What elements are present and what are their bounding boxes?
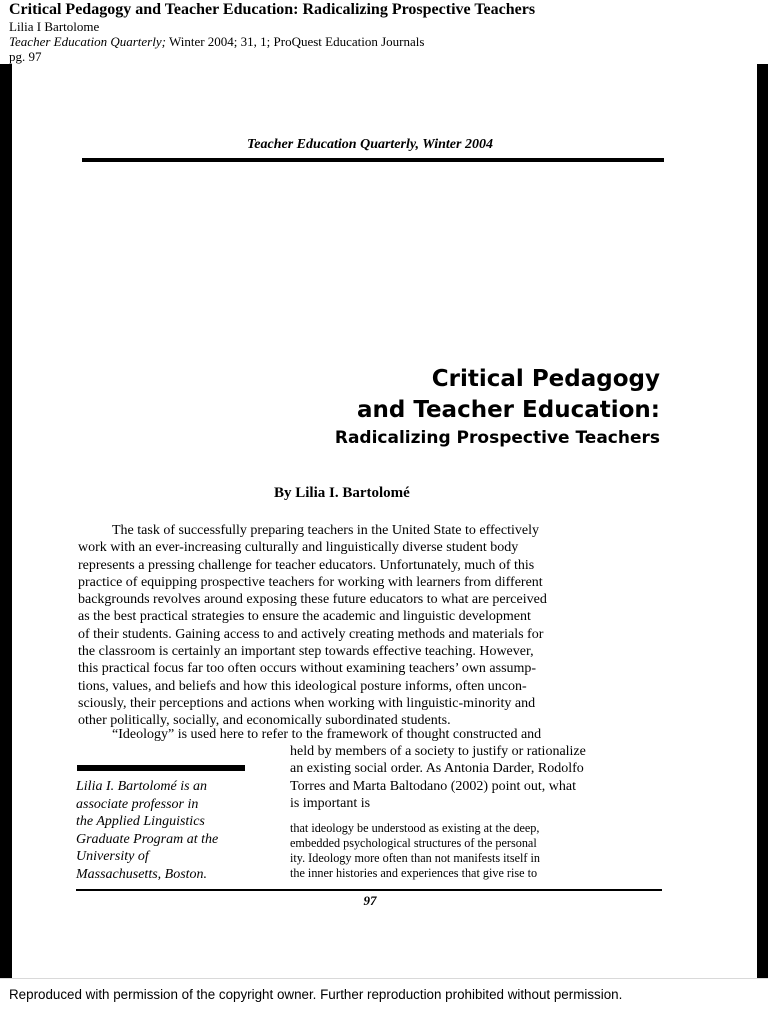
text-line: practice of equipping prospective teachers for working with learners from different	[78, 574, 543, 590]
text-line: other politically, socially, and economically subordinated students.	[78, 713, 451, 729]
text-line: an existing social order. As Antonia Darder, Rodolfo	[290, 761, 584, 777]
text-line: represents a pressing challenge for teacher educators. Unfortunately, much of this	[78, 557, 535, 573]
document-page: pg. 97	[9, 49, 42, 64]
author-note-rule	[77, 765, 245, 771]
page-number: 97	[363, 893, 377, 908]
paragraph-2-first-line: “Ideology” is used here to refer to the framework of thought constructed and	[112, 727, 542, 742]
text-line: work with an ever-increasing culturally and linguistically diverse student body	[78, 540, 519, 556]
text-line: this practical focus far too often occurs without examining teachers’ own assump-	[78, 661, 537, 677]
text-line: sciously, their perceptions and actions when working with linguistic-minority and	[78, 695, 536, 711]
text-line: the classroom is certainly an important step towards effective teaching. However,	[78, 644, 534, 660]
text-line: is important is	[290, 795, 371, 811]
document-title: Critical Pedagogy and Teacher Education: Radicalizing Prospective Teachers	[9, 1, 536, 18]
footer-rule	[76, 889, 662, 891]
text-line: as the best practical strategies to ensure the academic and linguistic development	[78, 609, 531, 625]
quote-line: embedded psychological structures of the personal	[290, 836, 537, 850]
article-title-line2: and Teacher Education:	[356, 397, 660, 423]
article-byline: By Lilia I. Bartolomé	[274, 485, 410, 501]
text-line: of their students. Gaining access to and actively creating methods and materials for	[78, 626, 544, 642]
journal-running-head: Teacher Education Quarterly, Winter 2004	[247, 137, 493, 152]
article-title-line1: Critical Pedagogy	[431, 366, 660, 392]
quote-line: that ideology be understood as existing at the deep,	[290, 821, 540, 835]
note-line: Graduate Program at the	[76, 831, 219, 847]
quote-line: the inner histories and experiences that give rise to	[290, 866, 538, 880]
text-line: backgrounds revolves around exposing these future educators to what are perceived	[78, 592, 547, 608]
quote-line: ity. Ideology more often than not manifests itself in	[290, 851, 541, 865]
block-quote	[290, 821, 660, 881]
header-rule	[82, 158, 664, 162]
paragraph-2-continued	[290, 743, 660, 812]
journal-name: Teacher Education Quarterly;	[9, 34, 166, 49]
note-line: the Applied Linguistics	[76, 814, 205, 829]
citation-header	[9, 0, 759, 64]
text-line: Torres and Marta Baltodano (2002) point out, what	[290, 778, 576, 794]
note-line: Lilia I. Bartolomé is an	[76, 779, 208, 794]
note-line: University of	[76, 849, 149, 864]
scan-border-left	[0, 64, 12, 978]
document-citation	[9, 34, 759, 49]
copyright-notice: Reproduced with permission of the copyright owner. Further reproduction prohibited without permission.	[9, 987, 623, 1002]
text-line: tions, values, and beliefs and how this ideological posture informs, often uncon-	[78, 678, 527, 694]
note-line: associate professor in	[76, 796, 199, 812]
scan-border-right	[757, 64, 768, 978]
text-line: The task of successfully preparing teachers in the United State to effectively	[112, 523, 539, 538]
author-note	[76, 778, 266, 883]
note-line: Massachusetts, Boston.	[76, 866, 208, 882]
paragraph-1	[78, 522, 664, 730]
article-subtitle: Radicalizing Prospective Teachers	[334, 428, 660, 448]
text-line: held by members of a society to justify or rationalize	[290, 744, 586, 759]
document-author: Lilia I Bartolome	[9, 19, 100, 34]
citation-details: Winter 2004; 31, 1; ProQuest Education Journals	[165, 34, 425, 49]
